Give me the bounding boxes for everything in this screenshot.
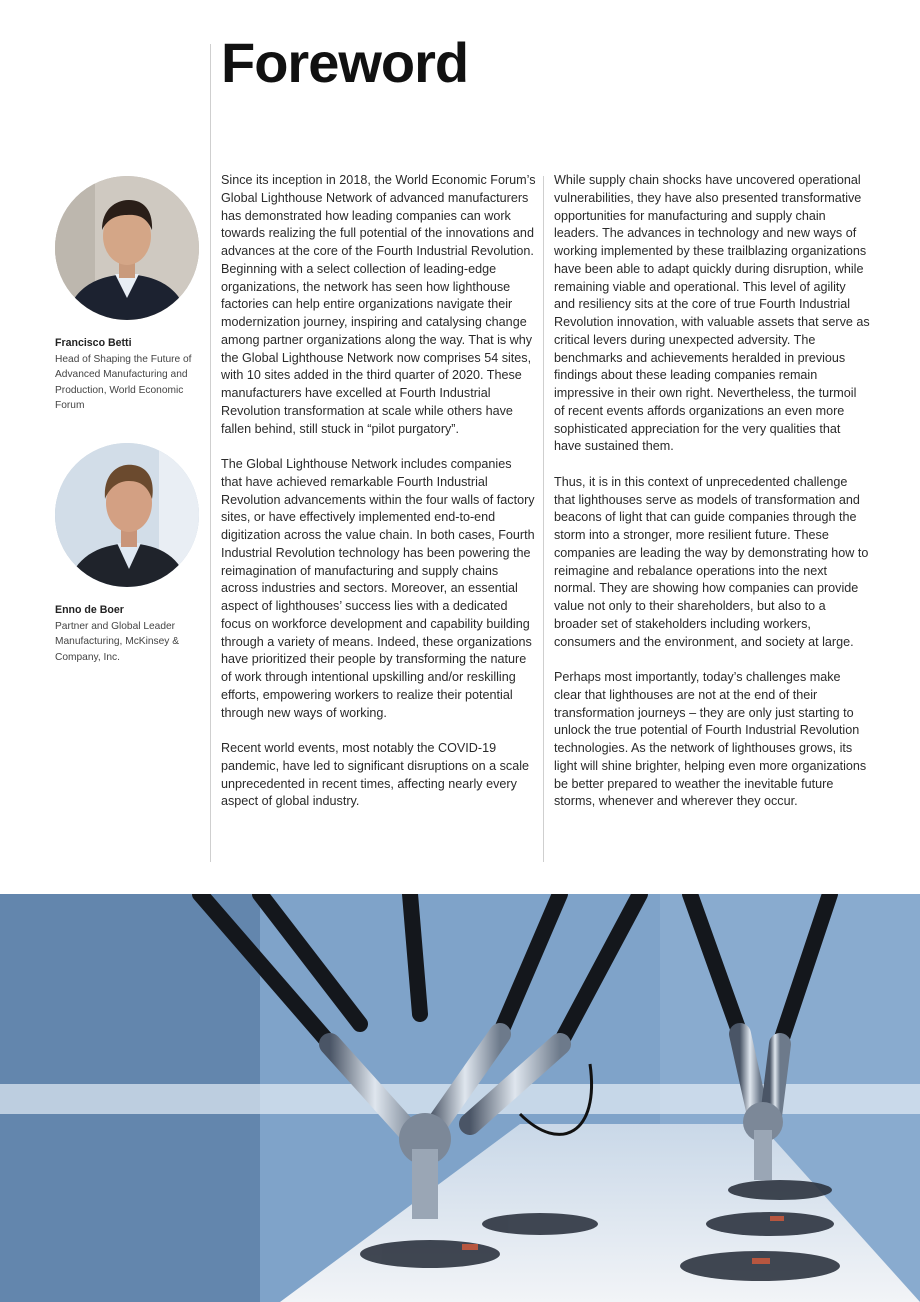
paragraph: Perhaps most importantly, today’s challenges make clear that lighthouses are not at the end of their transformation journeys – they are only just starting to unlock the true potential of Fourth Industrial Revolution technologies. As the network of lighthouses grows, its light will shine brighter, helping even more organizations be better prepared to weather the inevitable future storms, whenever and wherever they occur. bbox=[554, 670, 867, 809]
portrait-francisco-betti bbox=[55, 176, 199, 320]
column-divider bbox=[543, 176, 544, 862]
paragraph: The Global Lighthouse Network includes companies that have achieved remarkable Fourth Industrial Revolution advancements within the four walls of factory sites, or have effectively implemented end-to-end digitization across the value chain. In both cases, Fourth Industrial Revolution technology has been powering the reimagination of manufacturing and supply chains across industries and sectors. Moreover, an essential aspect of lighthouses’ success lies with a dedicated focus on workforce development and capability building through a variety of means. Indeed, these organizations have prioritized their people by transforming the nature of work through intentional upskilling and/or reskilling efforts, empowering workers to realize their potential through new ways of working. bbox=[221, 457, 535, 720]
text-column-right bbox=[554, 172, 870, 829]
person-name: Francisco Betti bbox=[55, 337, 132, 349]
page-title: Foreword bbox=[221, 31, 469, 94]
title-divider bbox=[210, 44, 211, 862]
paragraph: Recent world events, most notably the COVID-19 pandemic, have led to significant disruptions on a scale unprecedented in recent times, affecting nearly every aspect of global industry. bbox=[221, 741, 530, 809]
paragraph: Thus, it is in this context of unprecedented challenge that lighthouses serve as models of transformation and beacons of light that can guide companies through the storm into a stronger, more resilient future. These companies are leading the way by demonstrating how to reimagine and rebalance operations into the next normal. They are showing how companies can provide value not only to their shareholders, but also to a broader set of stakeholders including workers, consumers and the environment, and society at large. bbox=[554, 474, 869, 649]
paragraph: While supply chain shocks have uncovered operational vulnerabilities, they have also presented transformative opportunities for manufacturing and supply chain leaders. The advances in technology and new ways of working implemented by these trailblazing organizations have been able to adapt quickly during disruption, while remaining viable and operational. This level of agility and resiliency sits at the core of true Fourth Industrial Revolution innovation, with valuable assets that serve as critical levers during unexpected adversity. The benchmarks and achievements heralded in previous findings about these leading companies remain impressive in their own right. Nevertheless, the turmoil of recent events affords organizations an even more sophisticated appreciation for the very qualities that have sustained them. bbox=[554, 173, 870, 454]
person-photo-1 bbox=[55, 176, 199, 320]
person-role: Head of Shaping the Future of Advanced Manufacturing and Production, World Economic Forum bbox=[55, 353, 192, 411]
person-photo-2 bbox=[55, 443, 199, 587]
person-name: Enno de Boer bbox=[55, 604, 124, 616]
text-column-left bbox=[221, 172, 536, 829]
bio-enno-de-boer bbox=[55, 603, 200, 665]
robot-arms-illustration bbox=[0, 894, 920, 1302]
person-role: Partner and Global Leader Manufacturing, McKinsey & Company, Inc. bbox=[55, 620, 180, 663]
bio-francisco-betti bbox=[55, 336, 200, 414]
factory-robot-image bbox=[0, 894, 920, 1302]
portrait-enno-de-boer bbox=[55, 443, 199, 587]
paragraph: Since its inception in 2018, the World Economic Forum’s Global Lighthouse Network of advanced manufacturers has demonstrated how leading companies can work towards realizing the full potential of the innovations and advances at the core of the Fourth Industrial Revolution. Beginning with a select collection of leading-edge organizations, the network has seen how lighthouse factories can help entire organizations navigate their modernization journey, inspiring and catalysing change among partner organizations along the way. That is why the Global Lighthouse Network now comprises 54 sites, with 10 sites added in the third quarter of 2020. These manufacturers have excelled at Fourth Industrial Revolution transformation at scale while others have fallen behind, still stuck in “pilot purgatory”. bbox=[221, 173, 536, 436]
